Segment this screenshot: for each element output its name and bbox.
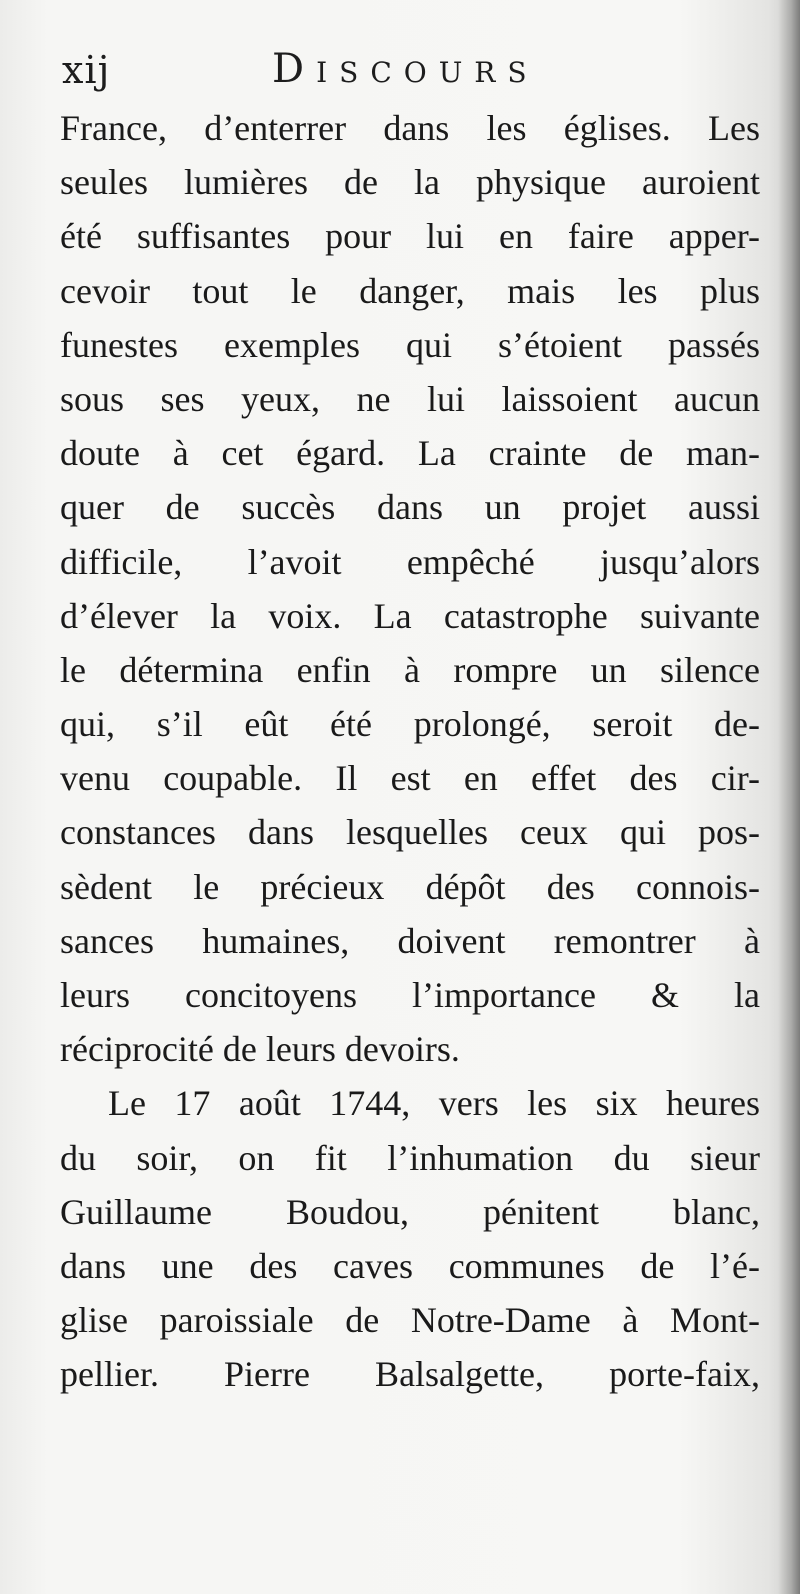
text-line: été suffisantes pour lui en faire apper- (60, 216, 760, 257)
text-line: cevoir tout le danger, mais les plus (60, 270, 760, 311)
page-number: xij (62, 48, 111, 92)
paragraph-start-line: Le 17 août 1744, vers les six heures (108, 1083, 760, 1124)
body-text (60, 101, 760, 1402)
text-line: doute à cet égard. La crainte de man- (60, 433, 760, 474)
page-header (62, 42, 752, 102)
text-line: du soir, on fit l’inhumation du sieur (60, 1137, 760, 1178)
text-line: sances humaines, doivent remontrer à (60, 920, 760, 961)
text-line: dans une des caves communes de l’é- (60, 1245, 760, 1286)
text-line: Guillaume Boudou, pénitent blanc, (60, 1191, 760, 1232)
text-line: glise paroissiale de Notre-Dame à Mont- (60, 1300, 760, 1341)
text-line: leurs concitoyens l’importance & la (60, 975, 760, 1015)
text-line: sèdent le précieux dépôt des connois- (60, 866, 760, 907)
text-line: constances dans lesquelles ceux qui pos- (60, 812, 760, 853)
paragraph-end-line: réciprocité de leurs devoirs. (60, 1029, 460, 1070)
text-line: quer de succès dans un projet aussi (60, 487, 760, 528)
running-title: Discours (272, 46, 539, 92)
text-line: France, d’enterrer dans les églises. Les (60, 108, 760, 148)
text-line: sous ses yeux, ne lui laissoient aucun (60, 378, 760, 419)
text-line: qui, s’il eût été prolongé, seroit de- (60, 704, 760, 745)
text-line: difficile, l’avoit empêché jusqu’alors (60, 541, 760, 582)
text-line: d’élever la voix. La catastrophe suivante (60, 595, 760, 636)
text-line: seules lumières de la physique auroient (60, 162, 760, 203)
page-gutter-shadow (778, 0, 800, 1594)
text-line: le détermina enfin à rompre un silence (60, 649, 760, 690)
text-line: pellier. Pierre Balsalgette, porte-faix, (60, 1354, 760, 1395)
text-line: venu coupable. Il est en effet des cir- (60, 758, 760, 799)
text-line: funestes exemples qui s’étoient passés (60, 324, 760, 365)
